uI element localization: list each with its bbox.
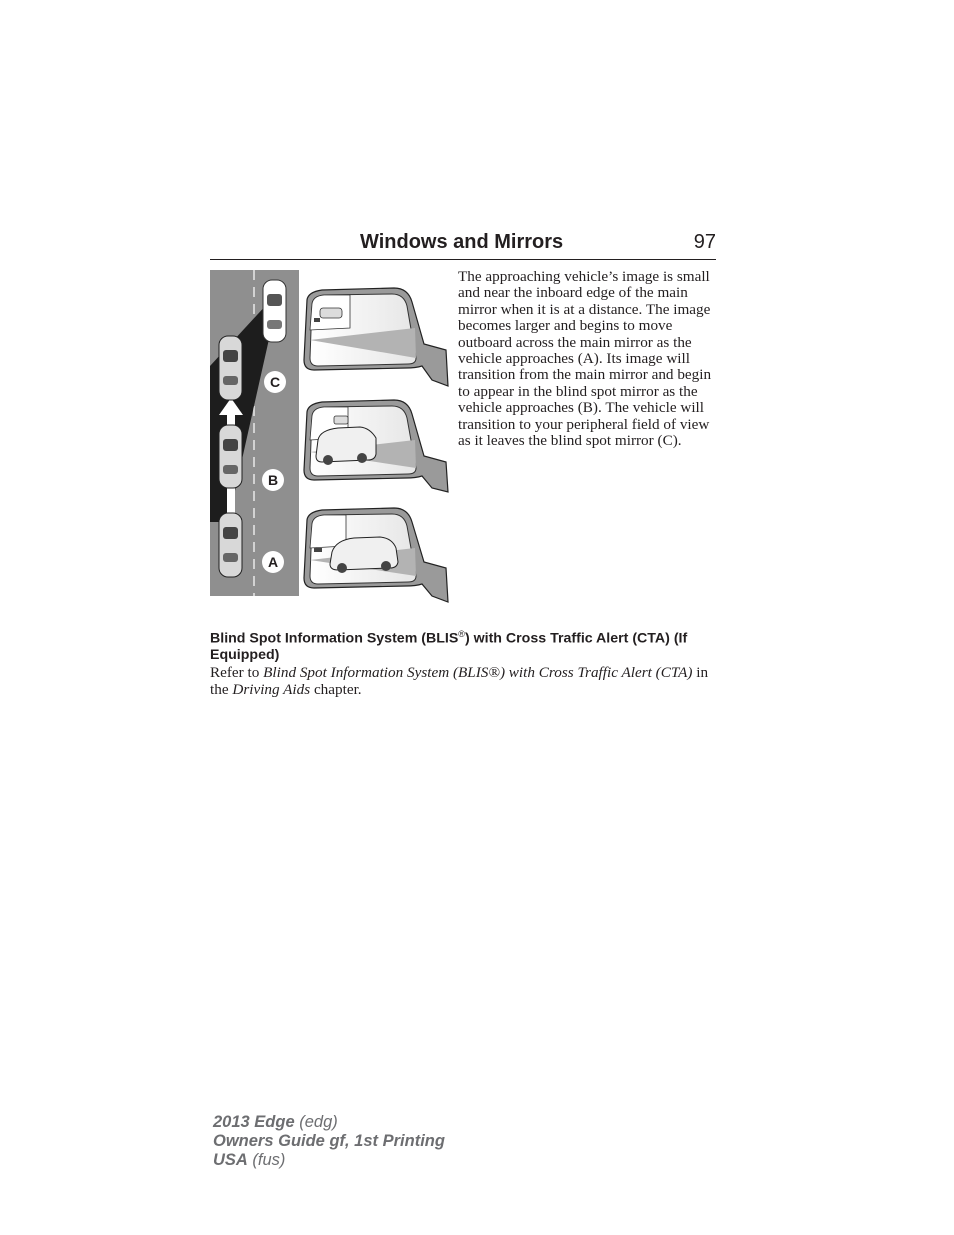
footer-model: 2013 Edge [213, 1113, 295, 1131]
mirror-view-middle [304, 400, 448, 492]
registered-mark: ® [458, 629, 465, 639]
footer-line-2 [213, 1132, 445, 1151]
vehicle-position-c [219, 336, 242, 400]
section-heading-part2: ) with Cross Traffic Alert (CTA) (If Equipped) [210, 630, 688, 663]
footer-guide: Owners Guide gf, 1st Printing [213, 1132, 445, 1150]
cross-reference-title: Blind Spot Information System (BLIS®) with Cross Traffic Alert (CTA) [263, 664, 693, 681]
blind-spot-mirror-illustration [210, 270, 450, 604]
label-a: A [267, 554, 279, 570]
page-footer [213, 1113, 445, 1170]
mirror-view-top [304, 288, 448, 386]
cross-reference-chapter: Driving Aids [232, 681, 311, 698]
body-in-the: in the [210, 664, 709, 698]
footer-line-1 [213, 1113, 445, 1132]
road-diagram [210, 270, 299, 596]
vehicle-position-b [219, 425, 242, 488]
vehicle-position-a [219, 513, 242, 577]
mirror-explanation-text: The approaching vehicle’s image is small and near the inboard edge of the main mirror when it is at a distance. The image becomes larger and begins to move outboard across the main mirror as the vehicle approaches (A). Its image will transition from the main mirror and begin to appear in the blind spot mirror as the vehicle approaches (B). The vehicle will transition to your peripheral field of view as it leaves the blind spot mirror (C). [458, 268, 712, 450]
label-c: C [269, 374, 281, 390]
chapter-title: Windows and Mirrors [360, 231, 564, 253]
mirror-view-bottom [304, 508, 448, 602]
vehicle-own-lane [263, 280, 286, 342]
section-heading-part1: Blind Spot Information System (BLIS [210, 630, 459, 647]
footer-line-3 [213, 1151, 445, 1170]
label-b: B [267, 472, 279, 488]
body-refer-to: Refer to [210, 664, 264, 681]
page-number: 97 [693, 231, 716, 253]
footer-market: USA [213, 1151, 248, 1169]
body-chapter: chapter. [310, 681, 362, 698]
section-heading [210, 626, 730, 663]
page-header [210, 229, 716, 260]
section-body [210, 664, 720, 698]
footer-market-code: (fus) [247, 1151, 286, 1169]
footer-model-code: (edg) [294, 1113, 338, 1131]
